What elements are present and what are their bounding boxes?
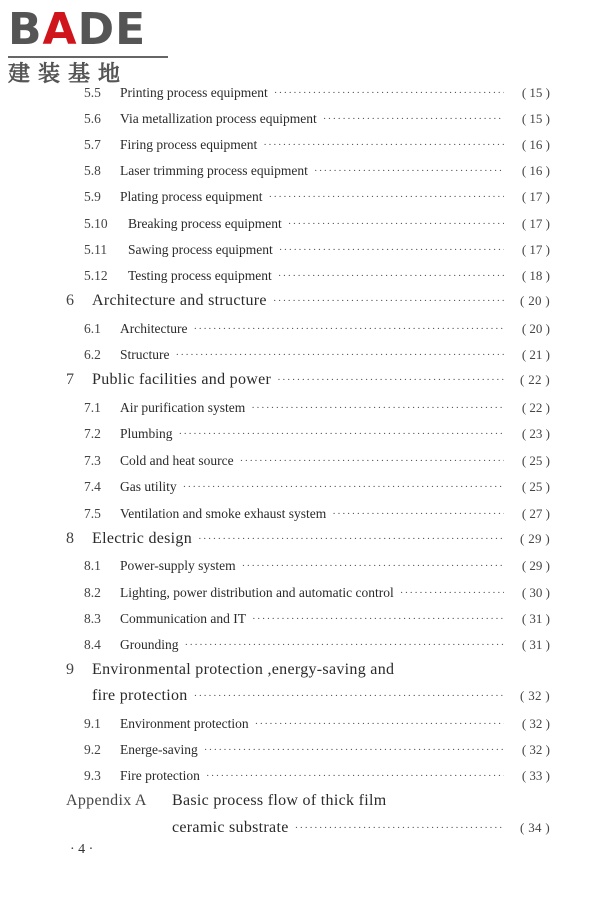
leader-dots bbox=[176, 344, 505, 366]
toc-appendix-a-line-2[interactable]: ceramic substrate ····· ( 34 ) bbox=[172, 817, 550, 839]
leader-dots bbox=[179, 423, 504, 445]
leader-dots bbox=[251, 397, 504, 419]
leader-dots bbox=[314, 160, 504, 182]
leader-dots bbox=[332, 503, 504, 525]
leader-dots bbox=[268, 186, 504, 208]
toc-entry-7-3[interactable]: 7.3 Cold and heat source ····· ( 25 ) bbox=[84, 450, 550, 472]
toc-entry-5-12[interactable]: 5.12 Testing process equipment ····· ( 18 ) bbox=[84, 265, 550, 287]
page-number: · 4 · bbox=[70, 842, 94, 857]
leader-dots bbox=[183, 476, 504, 498]
toc-chapter-9-line-2[interactable]: fire protection ····· ( 32 ) bbox=[92, 685, 550, 707]
leader-dots bbox=[295, 817, 504, 839]
toc-entry-8-2[interactable]: 8.2 Lighting, power distribution and automatic control ····· ( 30 ) bbox=[84, 582, 550, 604]
leader-dots bbox=[194, 685, 504, 707]
leader-dots bbox=[206, 765, 504, 787]
leader-dots bbox=[255, 713, 504, 735]
toc-entry-8-3[interactable]: 8.3 Communication and IT ····· ( 31 ) bbox=[84, 608, 550, 630]
leader-dots bbox=[185, 634, 505, 656]
leader-dots bbox=[279, 239, 504, 261]
toc-entry-5-6[interactable]: 5.6 Via metallization process equipment ····· ( 15 ) bbox=[84, 108, 550, 130]
logo-chinese-text: 建装基地 bbox=[8, 62, 129, 87]
toc-entry-5-5[interactable]: 5.5 Printing process equipment ····· ( 15 ) bbox=[84, 82, 550, 104]
leader-dots bbox=[242, 555, 504, 577]
toc-entry-5-7[interactable]: 5.7 Firing process equipment ····· ( 16 ) bbox=[84, 134, 550, 156]
toc-entry-9-3[interactable]: 9.3 Fire protection ····· ( 33 ) bbox=[84, 765, 550, 787]
leader-dots bbox=[273, 290, 504, 312]
toc-entry-9-2[interactable]: 9.2 Energe-saving ····· ( 32 ) bbox=[84, 739, 550, 761]
leader-dots bbox=[263, 134, 504, 156]
toc-entry-9-1[interactable]: 9.1 Environment protection ····· ( 32 ) bbox=[84, 713, 550, 735]
toc-entry-5-10[interactable]: 5.10 Breaking process equipment ····· ( 17 ) bbox=[84, 213, 550, 235]
toc-entry-6-2[interactable]: 6.2 Structure ····· ( 21 ) bbox=[84, 344, 550, 366]
leader-dots bbox=[252, 608, 504, 630]
toc-appendix-a-line-1[interactable]: Appendix A Basic process flow of thick film bbox=[66, 792, 387, 809]
toc-entry-7-1[interactable]: 7.1 Air purification system ····· ( 22 ) bbox=[84, 397, 550, 419]
toc-chapter-6[interactable]: 6 Architecture and structure ····· ( 20 ) bbox=[66, 290, 550, 312]
leader-dots bbox=[240, 450, 504, 472]
toc-entry-7-2[interactable]: 7.2 Plumbing ····· ( 23 ) bbox=[84, 423, 550, 445]
toc-entry-6-1[interactable]: 6.1 Architecture ····· ( 20 ) bbox=[84, 318, 550, 340]
toc-entry-5-9[interactable]: 5.9 Plating process equipment ····· ( 17 ) bbox=[84, 186, 550, 208]
toc-chapter-8[interactable]: 8 Electric design ····· ( 29 ) bbox=[66, 528, 550, 550]
leader-dots bbox=[277, 369, 504, 391]
toc-entry-5-11[interactable]: 5.11 Sawing process equipment ····· ( 17 ) bbox=[84, 239, 550, 261]
leader-dots bbox=[204, 739, 504, 761]
leader-dots bbox=[288, 213, 504, 235]
toc-chapter-7[interactable]: 7 Public facilities and power ····· ( 22 ) bbox=[66, 369, 550, 391]
toc-entry-5-8[interactable]: 5.8 Laser trimming process equipment ····· ( 16 ) bbox=[84, 160, 550, 182]
toc-entry-8-4[interactable]: 8.4 Grounding ····· ( 31 ) bbox=[84, 634, 550, 656]
leader-dots bbox=[278, 265, 504, 287]
leader-dots bbox=[323, 108, 504, 130]
toc-entry-8-1[interactable]: 8.1 Power-supply system ····· ( 29 ) bbox=[84, 555, 550, 577]
leader-dots bbox=[193, 318, 504, 340]
logo-wordmark: BADE bbox=[8, 4, 147, 55]
leader-dots bbox=[274, 82, 504, 104]
leader-dots bbox=[400, 582, 504, 604]
leader-dots bbox=[198, 528, 504, 550]
toc-entry-7-5[interactable]: 7.5 Ventilation and smoke exhaust system ····· ( 27 ) bbox=[84, 503, 550, 525]
toc-entry-7-4[interactable]: 7.4 Gas utility ····· ( 25 ) bbox=[84, 476, 550, 498]
toc-chapter-9-line-1[interactable]: 9 Environmental protection ,energy-saving and bbox=[66, 661, 395, 678]
